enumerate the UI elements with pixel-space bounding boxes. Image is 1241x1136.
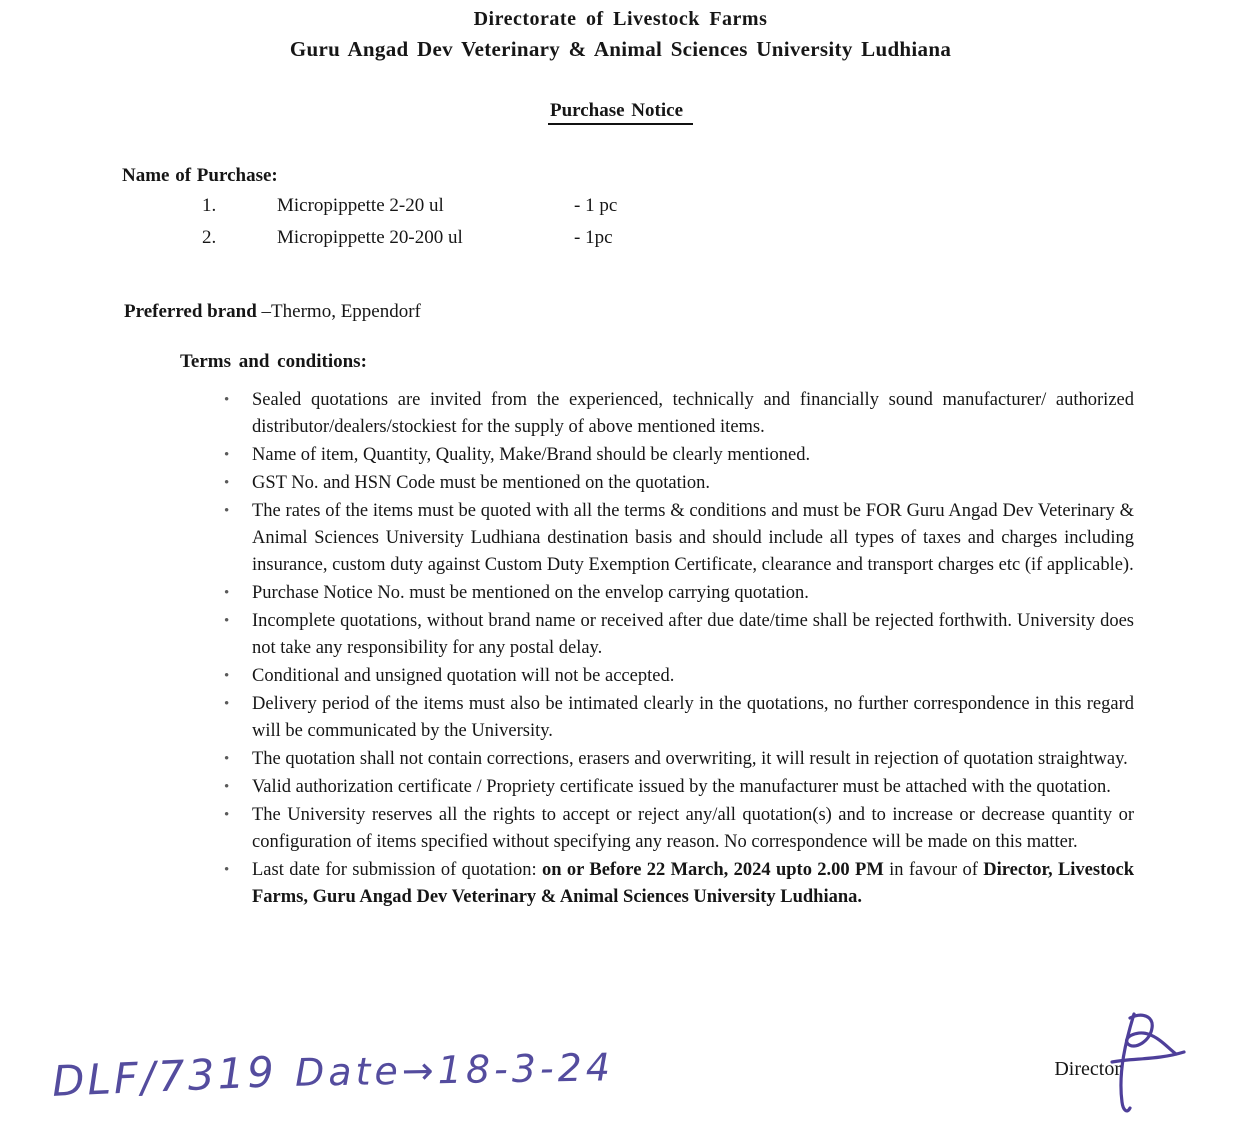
item-quantity: - 1pc — [574, 227, 613, 248]
term-text: The quotation shall not contain corrections, erasers and overwriting, it will result in rejection of quotation straightway. — [252, 749, 1128, 769]
preferred-brand-value: –Thermo, Eppendorf — [256, 301, 421, 322]
title-wrap — [0, 100, 1241, 125]
term-text-deadline: on or Before 22 March, 2024 upto 2.00 PM — [542, 860, 884, 880]
handwritten-reference-number: DLF/7319 — [51, 1047, 278, 1106]
letterhead — [0, 8, 1241, 62]
term-text: The rates of the items must be quoted with all the terms & conditions and must be FOR Guru Angad Dev Veterinary & Animal Sciences University Ludhiana destination basis and should include all types of taxes and charges including insurance, custom duty against Custom Duty Exemption Certificate, clearance and transport charges etc (if applicable). — [252, 501, 1134, 575]
handwritten-date: Date→18-3-24 — [294, 1045, 615, 1095]
term-text: Name of item, Quantity, Quality, Make/Brand should be clearly mentioned. — [252, 445, 811, 465]
bullet-icon: • — [224, 807, 230, 823]
purchase-item — [122, 224, 1241, 251]
terms-heading: Terms and conditions: — [180, 351, 367, 372]
term-item — [222, 691, 1134, 745]
university-name: Guru Angad Dev Veterinary & Animal Sciences University Ludhiana — [289, 37, 952, 61]
item-name: Micropippette 20-200 ul — [277, 227, 463, 248]
purchase-label: Name of Purchase: — [122, 165, 278, 186]
signatory-block — [1054, 1058, 1121, 1081]
bullet-icon: • — [224, 779, 230, 795]
term-item — [222, 442, 1134, 469]
term-item — [222, 498, 1134, 579]
term-text: Valid authorization certificate / Propriety certificate issued by the manufacturer must be attached with the quotation. — [252, 777, 1111, 797]
term-text-regular: Last date for submission of quotation: — [252, 860, 542, 880]
term-item — [222, 774, 1134, 801]
term-text: Conditional and unsigned quotation will not be accepted. — [252, 666, 675, 686]
term-text-regular: in favour of — [883, 860, 984, 880]
term-item — [222, 746, 1134, 773]
term-item — [222, 387, 1134, 441]
bullet-icon: • — [224, 668, 230, 684]
term-text: Delivery period of the items must also be intimated clearly in the quotations, no further correspondence in this regard will be communicated by the University. — [252, 694, 1134, 741]
bullet-icon: • — [224, 613, 230, 629]
purchase-section — [122, 165, 1241, 251]
term-text-payee: Director, Livestock Farms, Guru Angad Dev Veterinary & Animal Sciences University Ludhiana. — [252, 860, 1134, 907]
term-text: The University reserves all the rights to accept or reject any/all quotation(s) and to increase or decrease quantity or configuration of items specified without specifying any reason. No correspondence will be made on this matter. — [252, 805, 1134, 852]
bullet-icon: • — [224, 447, 230, 463]
item-number: 1. — [202, 195, 217, 216]
terms-list — [222, 387, 1134, 911]
term-item — [222, 663, 1134, 690]
term-text: Purchase Notice No. must be mentioned on the envelop carrying quotation. — [252, 583, 809, 603]
bullet-icon: • — [224, 392, 230, 408]
term-text: Incomplete quotations, without brand name or received after due date/time shall be rejected forthwith. University does not take any responsibility for any postal delay. — [252, 611, 1134, 658]
bullet-icon: • — [224, 696, 230, 712]
preferred-brand-line — [124, 301, 1241, 323]
bullet-icon: • — [224, 862, 230, 878]
page-title: Purchase Notice — [548, 100, 693, 125]
term-item — [222, 802, 1134, 856]
term-text: GST No. and HSN Code must be mentioned on the quotation. — [252, 473, 711, 493]
org-name: Directorate of Livestock Farms — [473, 8, 768, 30]
bullet-icon: • — [224, 503, 230, 519]
item-number: 2. — [202, 227, 217, 248]
item-quantity: - 1 pc — [574, 195, 618, 216]
term-item — [222, 470, 1134, 497]
bullet-icon: • — [224, 751, 230, 767]
term-text: Sealed quotations are invited from the experienced, technically and financially sound manufacturer/ authorized distributor/dealers/stockiest for the supply of above mentioned items. — [252, 390, 1134, 437]
signatory-title: Director — [1054, 1058, 1121, 1080]
term-item — [222, 580, 1134, 607]
bullet-icon: • — [224, 475, 230, 491]
term-item — [222, 608, 1134, 662]
preferred-brand-label: Preferred brand — [124, 301, 257, 322]
item-name: Micropippette 2-20 ul — [277, 195, 444, 216]
term-item-last-date — [222, 857, 1134, 911]
bullet-icon: • — [224, 585, 230, 601]
purchase-item — [122, 192, 1241, 219]
